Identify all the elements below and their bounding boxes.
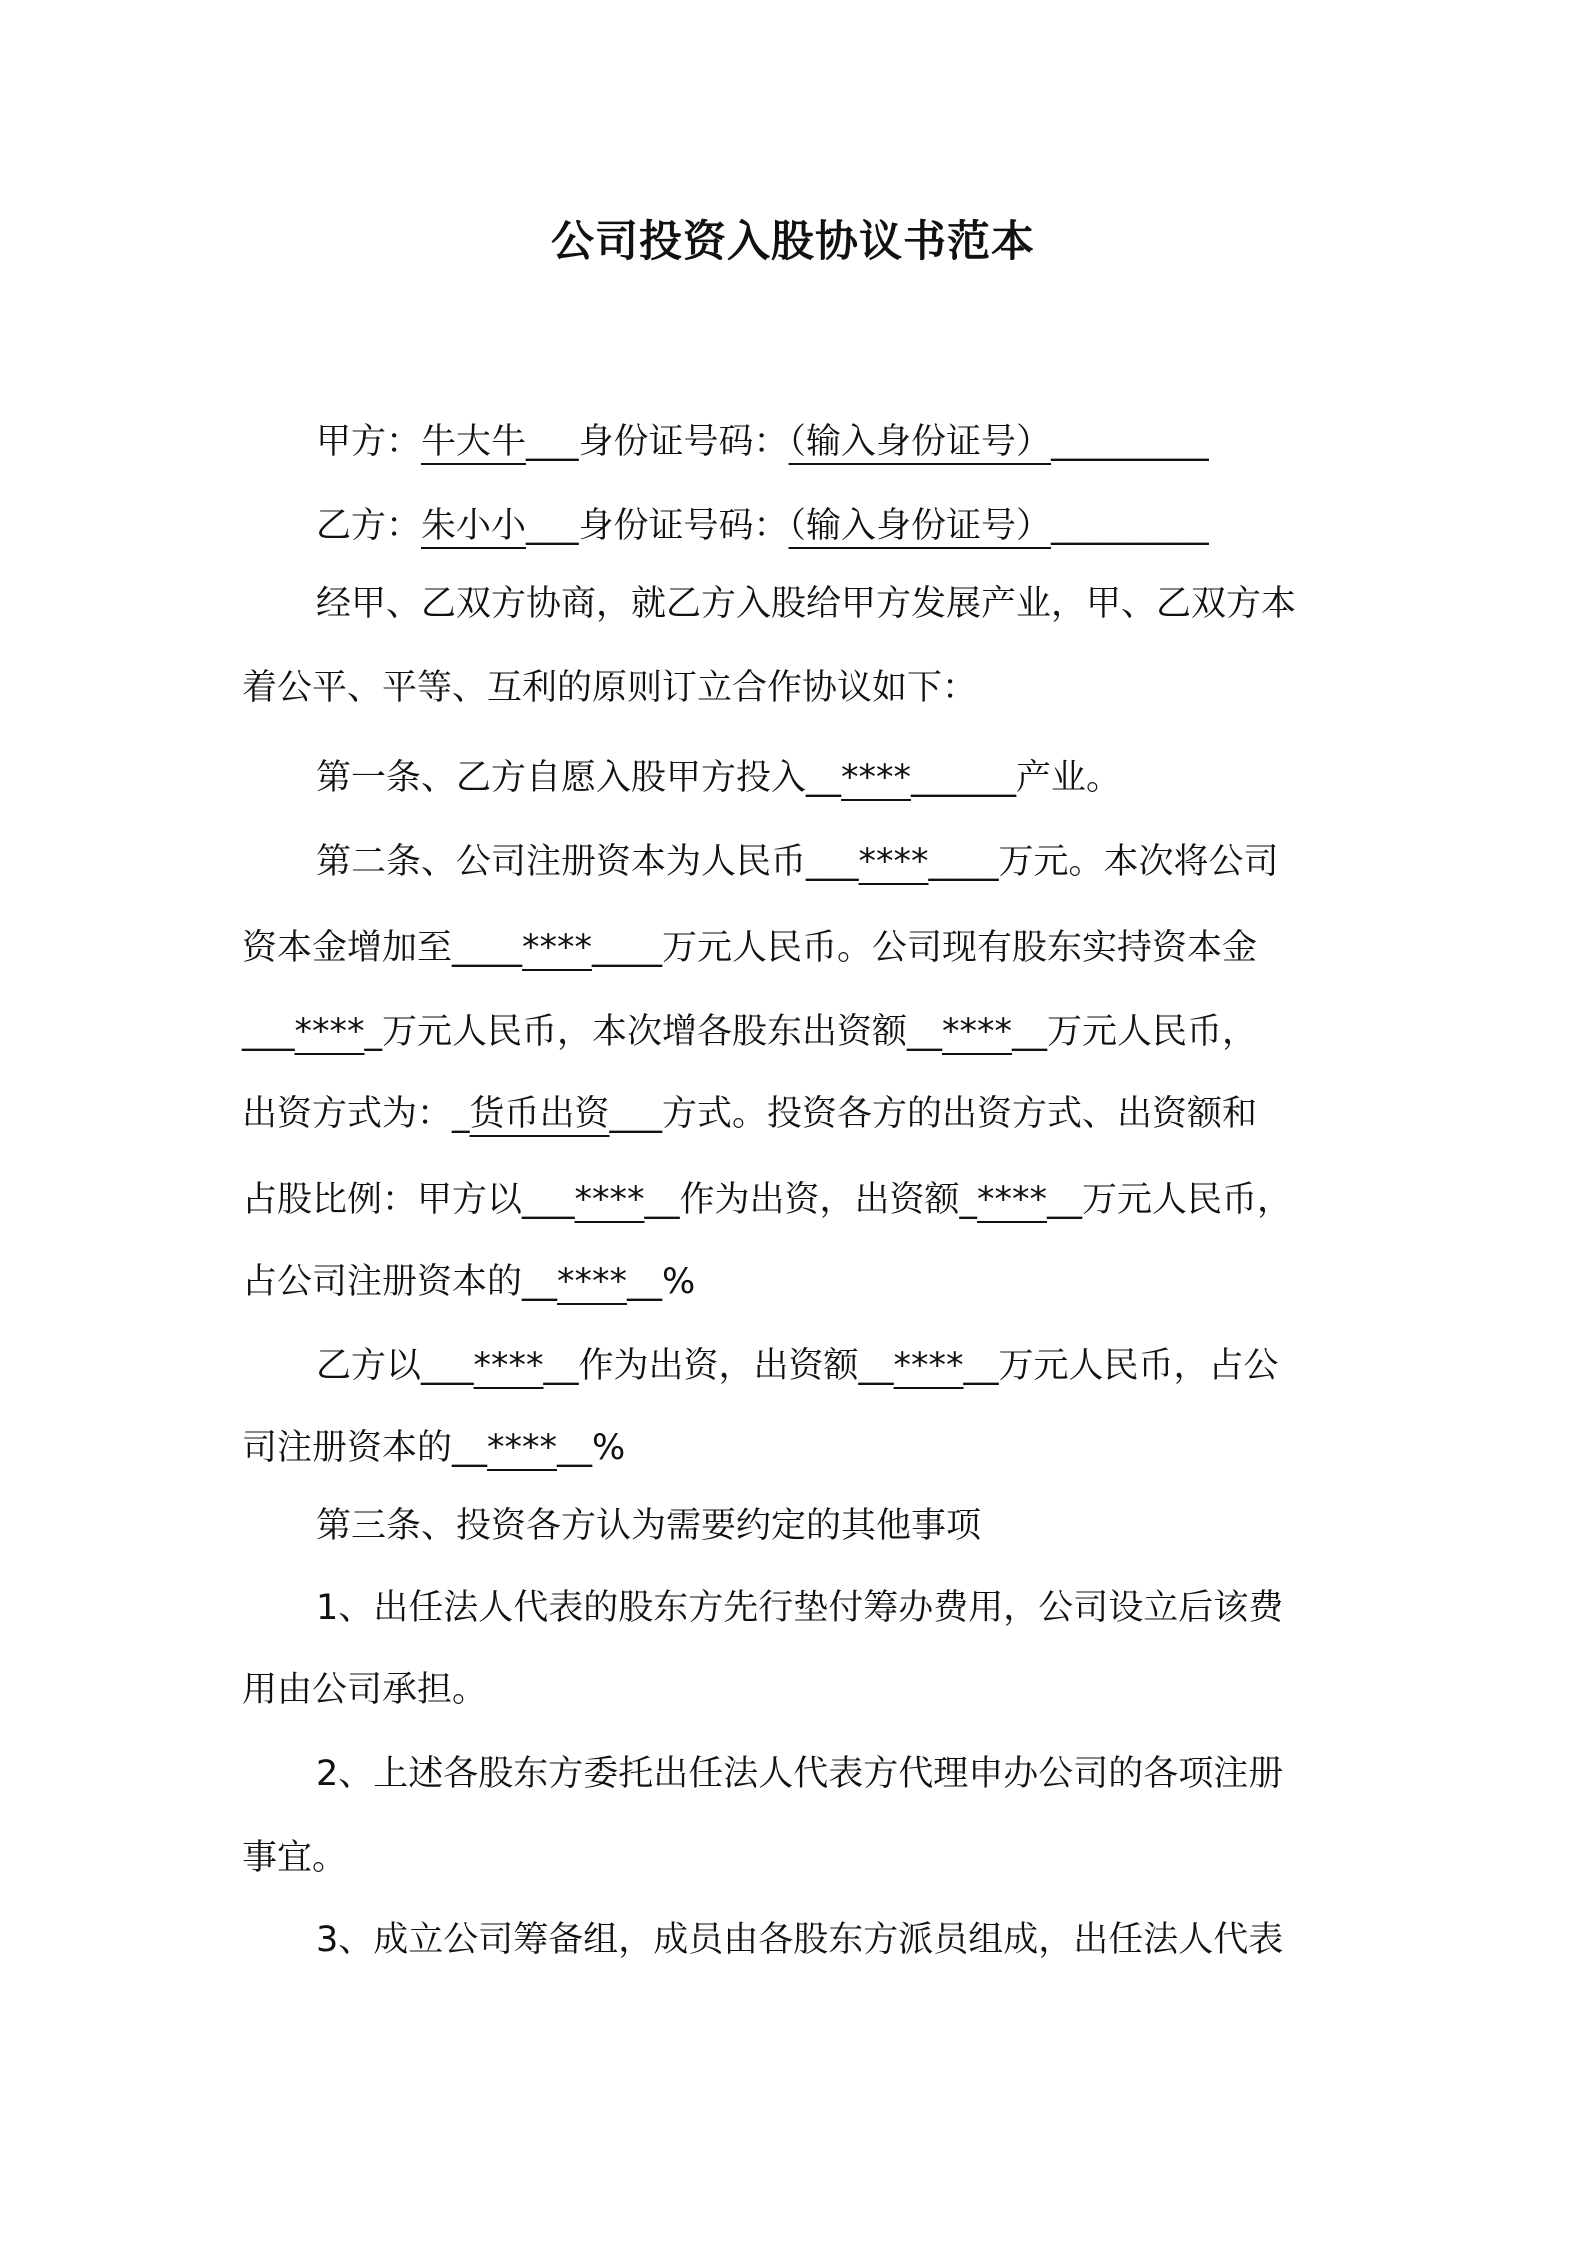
party-a-sep: ___身份证号码： bbox=[526, 422, 789, 462]
party-b-line bbox=[242, 484, 1357, 568]
contribution-text: __作为出资，出资额__ bbox=[543, 1346, 894, 1386]
party-a-tail: _________ bbox=[1051, 422, 1209, 462]
party-b-label: 乙方： bbox=[316, 506, 422, 546]
item-1-line-1: 1、出任法人代表的股东方先行垫付筹办费用，公司设立后该费 bbox=[316, 1588, 1284, 1628]
article-2-text: 出资方式为：_ bbox=[242, 1094, 470, 1134]
article-3-heading: 第三条、投资各方认为需要约定的其他事项 bbox=[316, 1506, 982, 1546]
blank-field: **** bbox=[294, 1012, 365, 1052]
article-2-text: ___ bbox=[242, 1012, 295, 1052]
party-a-name: 牛大牛 bbox=[421, 422, 527, 462]
article-2-line-6 bbox=[242, 1240, 1357, 1324]
item-2-line-2: 事宜。 bbox=[242, 1838, 348, 1878]
article-2-text: 占公司注册资本的__ bbox=[242, 1262, 558, 1302]
blank-field: **** bbox=[557, 1262, 628, 1302]
blank-field: **** bbox=[893, 1346, 964, 1386]
blank-field: **** bbox=[574, 1180, 645, 1220]
intro-line-1: 经甲、乙双方协商，就乙方入股给甲方发展产业，甲、乙双方本 bbox=[316, 584, 1297, 624]
article-2-text: __万元人民币， bbox=[1047, 1180, 1293, 1220]
article-1-text: 第一条、乙方自愿入股甲方投入__ bbox=[316, 758, 842, 798]
blank-field: **** bbox=[487, 1428, 558, 1468]
article-2-text: __万元人民币， bbox=[1012, 1012, 1258, 1052]
article-2-text: 占股比例：甲方以___ bbox=[242, 1180, 575, 1220]
party-b-contribution-line-1 bbox=[242, 1324, 1357, 1408]
article-2-line-3 bbox=[242, 990, 1357, 1074]
blank-field: **** bbox=[858, 842, 929, 882]
contribution-text: __万元人民币，占公 bbox=[963, 1346, 1279, 1386]
article-1 bbox=[242, 736, 1357, 820]
blank-field: **** bbox=[942, 1012, 1013, 1052]
article-2-text: _万元人民币，本次增各股东出资额__ bbox=[364, 1012, 943, 1052]
party-b-id: （输入身份证号） bbox=[788, 506, 1052, 546]
article-2-text: __% bbox=[627, 1262, 696, 1302]
payment-method-field: 货币出资 bbox=[469, 1094, 610, 1134]
party-b-contribution-line-2 bbox=[242, 1406, 1357, 1490]
party-b-sep: ___身份证号码： bbox=[526, 506, 789, 546]
article-2-line-4 bbox=[242, 1072, 1357, 1156]
party-b-tail: _________ bbox=[1051, 506, 1209, 546]
blank-field: **** bbox=[522, 928, 593, 968]
article-2-line-1 bbox=[242, 820, 1357, 904]
article-2-text: ____万元人民币。公司现有股东实持资本金 bbox=[592, 928, 1258, 968]
article-2-text: ____万元。本次将公司 bbox=[928, 842, 1279, 882]
article-2-text: ___方式。投资各方的出资方式、出资额和 bbox=[609, 1094, 1258, 1134]
intro-line-2: 着公平、平等、互利的原则订立合作协议如下： bbox=[242, 668, 978, 708]
blank-field: **** bbox=[977, 1180, 1048, 1220]
blank-field: **** bbox=[841, 758, 912, 798]
article-2-line-5 bbox=[242, 1158, 1357, 1242]
article-1-text: ______产业。 bbox=[911, 758, 1122, 798]
party-a-id: （输入身份证号） bbox=[788, 422, 1052, 462]
contribution-text: 司注册资本的__ bbox=[242, 1428, 488, 1468]
party-a-label: 甲方： bbox=[316, 422, 422, 462]
item-2-line-1: 2、上述各股东方委托出任法人代表方代理申办公司的各项注册 bbox=[316, 1754, 1284, 1794]
article-2-text: 第二条、公司注册资本为人民币___ bbox=[316, 842, 859, 882]
document-title: 公司投资入股协议书范本 bbox=[551, 217, 1035, 267]
article-2-line-2 bbox=[242, 906, 1357, 990]
party-a-line bbox=[242, 400, 1357, 484]
party-b-name: 朱小小 bbox=[421, 506, 527, 546]
article-2-text: __作为出资，出资额_ bbox=[644, 1180, 978, 1220]
item-3-line-1: 3、成立公司筹备组，成员由各股东方派员组成，出任法人代表 bbox=[316, 1920, 1284, 1960]
item-1-line-2: 用由公司承担。 bbox=[242, 1670, 488, 1710]
blank-field: **** bbox=[473, 1346, 544, 1386]
article-2-text: 资本金增加至____ bbox=[242, 928, 523, 968]
contribution-text: 乙方以___ bbox=[316, 1346, 474, 1386]
contribution-text: __% bbox=[557, 1428, 626, 1468]
